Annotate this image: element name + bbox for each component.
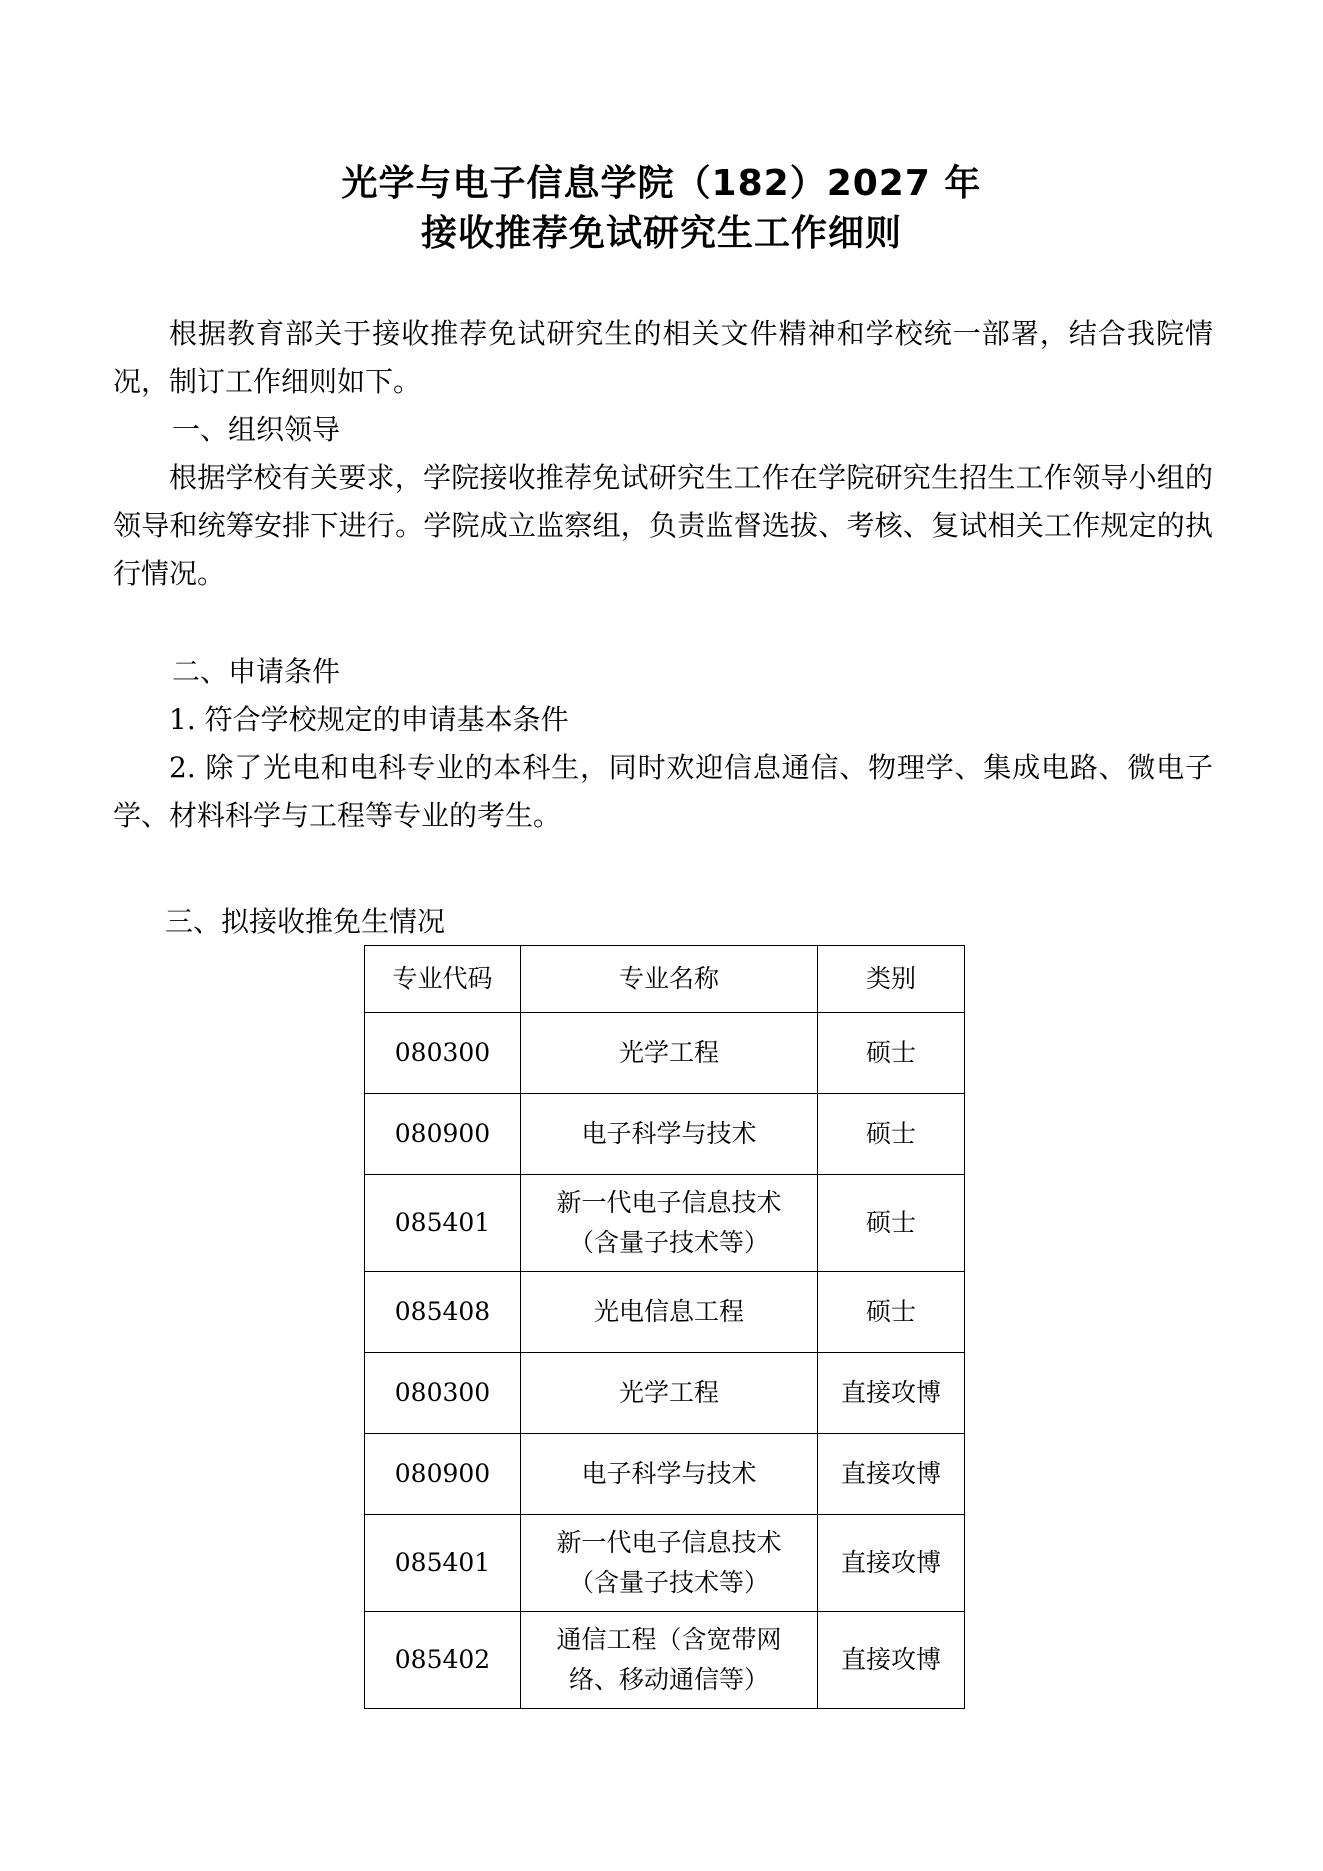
header-major-code: 专业代码: [365, 946, 521, 1013]
header-major-name: 专业名称: [521, 946, 818, 1013]
cell-code: 080900: [365, 1434, 521, 1515]
cell-name: [521, 1612, 818, 1709]
cell-name-line-1: 光学工程: [618, 1038, 719, 1067]
cell-type: 直接攻博: [818, 1353, 965, 1434]
admission-quota-table: [364, 945, 965, 1709]
cell-name-line-1: 电子科学与技术: [581, 1459, 757, 1488]
cell-type: 硕士: [818, 1013, 965, 1094]
cell-name-line-1: 光学工程: [618, 1378, 719, 1407]
header-category: 类别: [818, 946, 965, 1013]
section-1-heading: 一、组织领导: [172, 413, 341, 446]
cell-name: [521, 1272, 818, 1353]
table-header-row: [365, 946, 965, 1013]
cell-code: 085401: [365, 1175, 521, 1272]
cell-type: 直接攻博: [818, 1434, 965, 1515]
cell-name: [521, 1434, 818, 1515]
cell-code: 080300: [365, 1353, 521, 1434]
cell-name-line-1: 电子科学与技术: [581, 1119, 757, 1148]
cell-name-line-1: 光电信息工程: [593, 1297, 744, 1326]
cell-name-line-1: 新一代电子信息技术: [556, 1528, 782, 1557]
cell-code: 085401: [365, 1515, 521, 1612]
cell-code: 085408: [365, 1272, 521, 1353]
table-row: [365, 1272, 965, 1353]
document-title-line-2: 接收推荐免试研究生工作细则: [420, 213, 902, 254]
table-row: [365, 1353, 965, 1434]
table-row: [365, 1612, 965, 1709]
cell-name: [521, 1094, 818, 1175]
cell-name-line-1: 新一代电子信息技术: [556, 1188, 782, 1217]
table-row: [365, 1515, 965, 1612]
cell-code: 080900: [365, 1094, 521, 1175]
cell-name: [521, 1175, 818, 1272]
cell-type: 直接攻博: [818, 1612, 965, 1709]
table-row: [365, 1094, 965, 1175]
section-2-heading: 二、申请条件: [172, 655, 341, 688]
table-row: [365, 1434, 965, 1515]
table-row: [365, 1013, 965, 1094]
intro-paragraph: 根据教育部关于接收推荐免试研究生的相关文件精神和学校统一部署，结合我院情况，制订工作细则如下。: [113, 317, 1213, 398]
cell-type: 硕士: [818, 1094, 965, 1175]
section-2-item-1: 1. 符合学校规定的申请基本条件: [169, 703, 569, 736]
cell-type: 直接攻博: [818, 1515, 965, 1612]
cell-code: 085402: [365, 1612, 521, 1709]
document-title-line-1: 光学与电子信息学院（182）2027 年: [341, 163, 982, 204]
table-row: [365, 1175, 965, 1272]
cell-name-line-1: 通信工程（含宽带网: [556, 1625, 782, 1654]
cell-name-line-2: （含量子技术等）: [568, 1228, 769, 1257]
cell-code: 080300: [365, 1013, 521, 1094]
section-3-heading: 三、拟接收推免生情况: [165, 905, 446, 938]
cell-type: 硕士: [818, 1175, 965, 1272]
cell-name: [521, 1013, 818, 1094]
cell-name: [521, 1515, 818, 1612]
cell-name-line-2: 络、移动通信等）: [568, 1665, 769, 1694]
section-1-body: 根据学校有关要求，学院接收推荐免试研究生工作在学院研究生招生工作领导小组的领导和统筹安排下进行。学院成立监察组，负责监督选拔、考核、复试相关工作规定的执行情况。: [113, 461, 1213, 590]
section-2-item-2: 2. 除了光电和电科专业的本科生，同时欢迎信息通信、物理学、集成电路、微电子学、材料科学与工程等专业的考生。: [113, 751, 1213, 832]
cell-name: [521, 1353, 818, 1434]
cell-name-line-2: （含量子技术等）: [568, 1568, 769, 1597]
cell-type: 硕士: [818, 1272, 965, 1353]
